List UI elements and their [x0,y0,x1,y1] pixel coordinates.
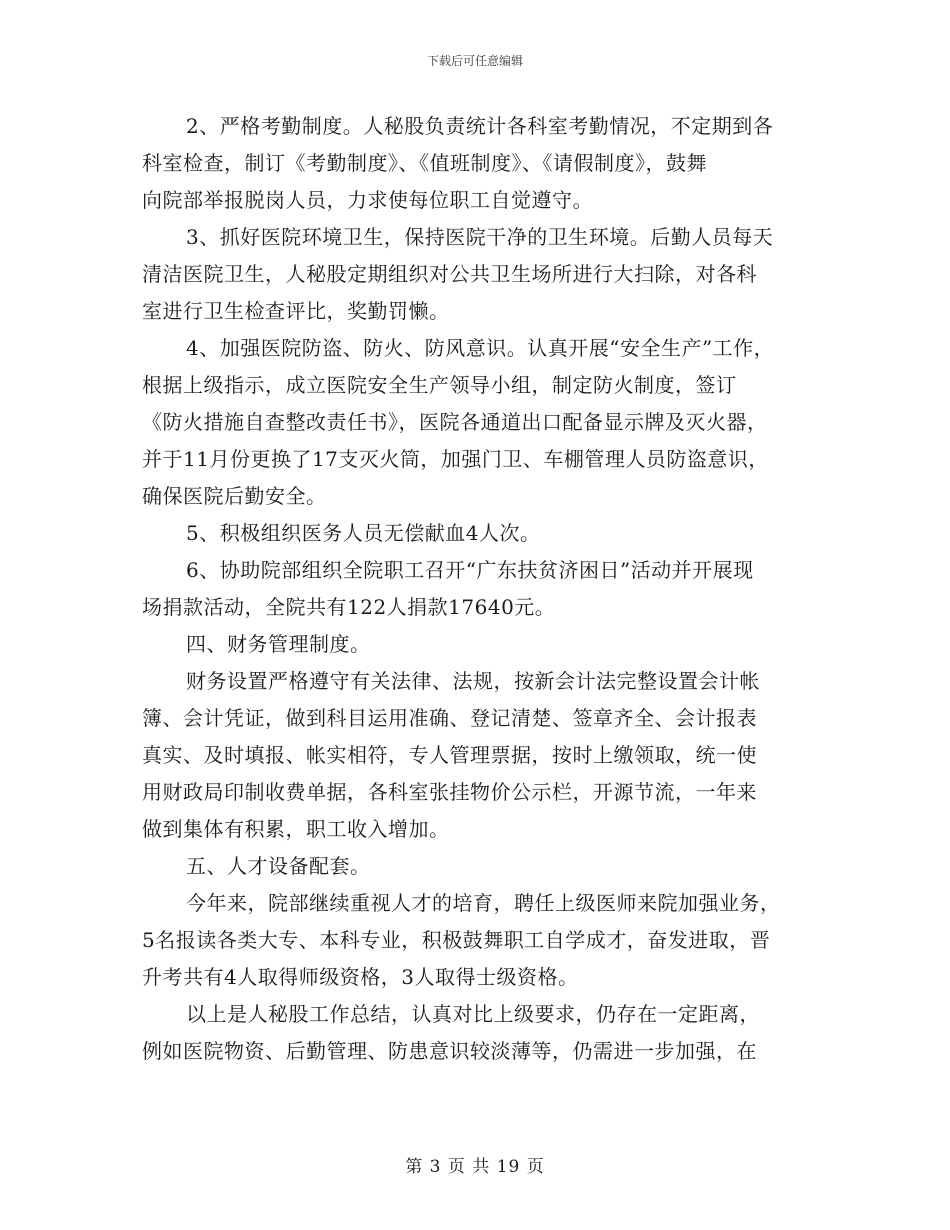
text-line: 5名报读各类大专、本科专业，积极鼓舞职工自学成才，奋发进取，晋 [142,928,771,952]
text-line: 用财政局印制收费单据，各科室张挂物价公示栏，开源节流，一年来 [142,780,757,804]
page-header: 下载后可任意编辑 [426,54,523,68]
text-line: 真实、及时填报、帐实相符，专人管理票据，按时上缴领取，统一使 [142,743,757,767]
text-line: 室进行卫生检查评比，奖勤罚懒。 [142,299,450,323]
text-line: 确保医院后勤安全。 [142,484,327,508]
text-line: 5、积极组织医务人员无偿献血4人次。 [186,521,541,545]
text-line: 《防火措施自查整改责任书》，医院各通道出口配备显示牌及灭火器， [142,410,768,434]
text-line: 根据上级指示，成立医院安全生产领导小组，制定防火制度，签订 [142,373,737,397]
text-line: 并于11月份更换了17支灭火筒，加强门卫、车棚管理人员防盗意识， [142,447,769,471]
text-line: 升考共有4人取得师级资格，3人取得士级资格。 [142,965,579,989]
text-line: 场捐款活动，全院共有122人捐款17640元。 [142,595,556,619]
text-line: 2、严格考勤制度。人秘股负责统计各科室考勤情况，不定期到各 [186,114,774,138]
text-line: 财务设置严格遵守有关法律、法规，按新会计法完整设置会计帐 [186,669,760,693]
text-line: 清洁医院卫生，人秘股定期组织对公共卫生场所进行大扫除，对各科 [142,262,757,286]
text-line: 向院部举报脱岗人员，力求使每位职工自觉遵守。 [142,188,593,212]
text-line: 3、抓好医院环境卫生，保持医院干净的卫生环境。后勤人员每天 [186,225,774,249]
text-line: 6、协助院部组织全院职工召开“广东扶贫济困日”活动并开展现 [186,558,754,582]
text-line: 今年来，院部继续重视人才的培育，聘任上级医师来院加强业务， [186,891,781,915]
text-line: 簿、会计凭证，做到科目运用准确、登记清楚、签章齐全、会计报表 [142,706,757,730]
page-footer-page-number: 第 3 页 共 19 页 [405,1157,545,1177]
text-line: 科室检查，制订《考勤制度》、《值班制度》、《请假制度》，鼓舞 [142,151,707,175]
text-line: 例如医院物资、后勤管理、防患意识较淡薄等，仍需进一步加强，在 [142,1039,757,1063]
text-line: 四、财务管理制度。 [186,632,371,656]
document-body [142,108,822,1070]
text-line: 以上是人秘股工作总结，认真对比上级要求，仍存在一定距离， [186,1002,760,1026]
text-line: 五、人才设备配套。 [186,854,371,878]
text-line: 4、加强医院防盗、防火、防风意识。认真开展“安全生产”工作， [186,336,775,360]
text-line: 做到集体有积累，职工收入增加。 [142,817,450,841]
